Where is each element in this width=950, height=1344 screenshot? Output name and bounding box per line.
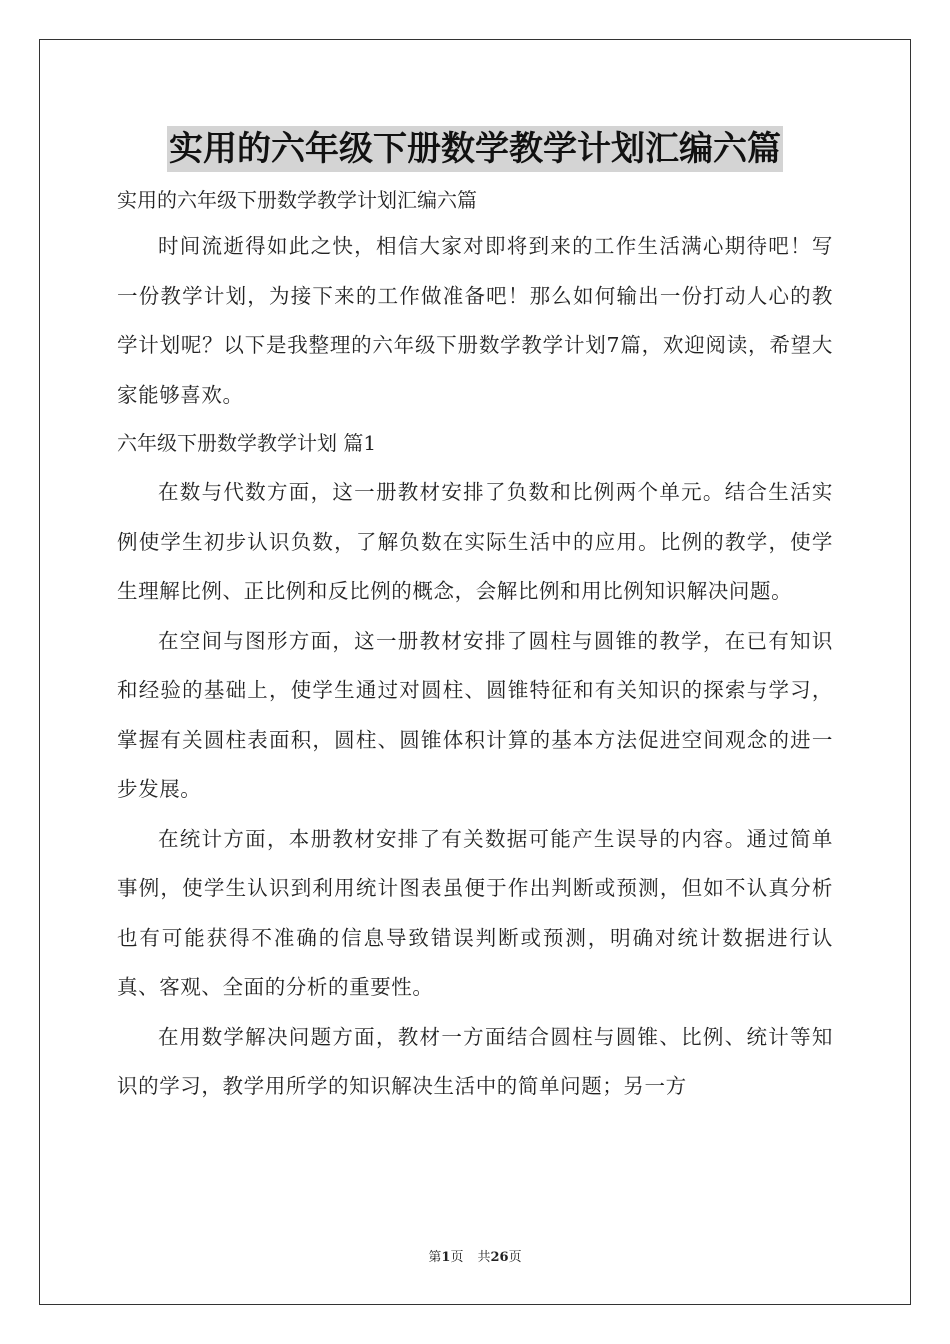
document-body — [117, 178, 833, 1112]
page-suffix: 页 — [450, 1250, 464, 1265]
body-paragraph: 在空间与图形方面，这一册教材安排了圆柱与圆锥的教学，在已有知识和经验的基础上，使学生通过对圆柱、圆锥特征和有关知识的探索与学习，掌握有关圆柱表面积，圆柱、圆锥体积计算的基本方法促进空间观念的进一步发展。 — [117, 628, 833, 801]
body-paragraph: 在用数学解决问题方面，教材一方面结合圆柱与圆锥、比例、统计等知识的学习，教学用所学的知识解决生活中的简单问题；另一方 — [117, 1024, 833, 1098]
intro-paragraph: 时间流逝得如此之快，相信大家对即将到来的工作生活满心期待吧！写一份教学计划，为接下来的工作做准备吧！那么如何输出一份打动人心的教学计划呢？以下是我整理的六年级下册数学教学计划7篇，欢迎阅读，希望大家能够喜欢。 — [117, 234, 833, 407]
title-container — [0, 126, 950, 172]
total-pages-number: 26 — [490, 1250, 509, 1265]
body-paragraph: 在数与代数方面，这一册教材安排了负数和比例两个单元。结合生活实例使学生初步认识负数，了解负数在实际生活中的应用。比例的教学，使学生理解比例、正比例和反比例的概念，会解比例和用比例知识解决问题。 — [117, 480, 833, 603]
body-paragraph: 在统计方面，本册教材安排了有关数据可能产生误导的内容。通过简单事例，使学生认识到利用统计图表虽便于作出判断或预测，但如不认真分析也有可能获得不准确的信息导致错误判断或预测，明确对统计数据进行认真、客观、全面的分析的重要性。 — [117, 826, 833, 999]
section-heading: 六年级下册数学教学计划 篇1 — [117, 431, 377, 455]
page-prefix: 第 — [428, 1250, 442, 1265]
page-footer — [0, 1246, 950, 1265]
current-page-number: 1 — [441, 1250, 451, 1265]
total-suffix: 页 — [508, 1250, 522, 1265]
document-subtitle: 实用的六年级下册数学教学计划汇编六篇 — [117, 188, 477, 212]
total-prefix: 共 — [477, 1250, 491, 1265]
document-title: 实用的六年级下册数学教学计划汇编六篇 — [167, 126, 783, 172]
